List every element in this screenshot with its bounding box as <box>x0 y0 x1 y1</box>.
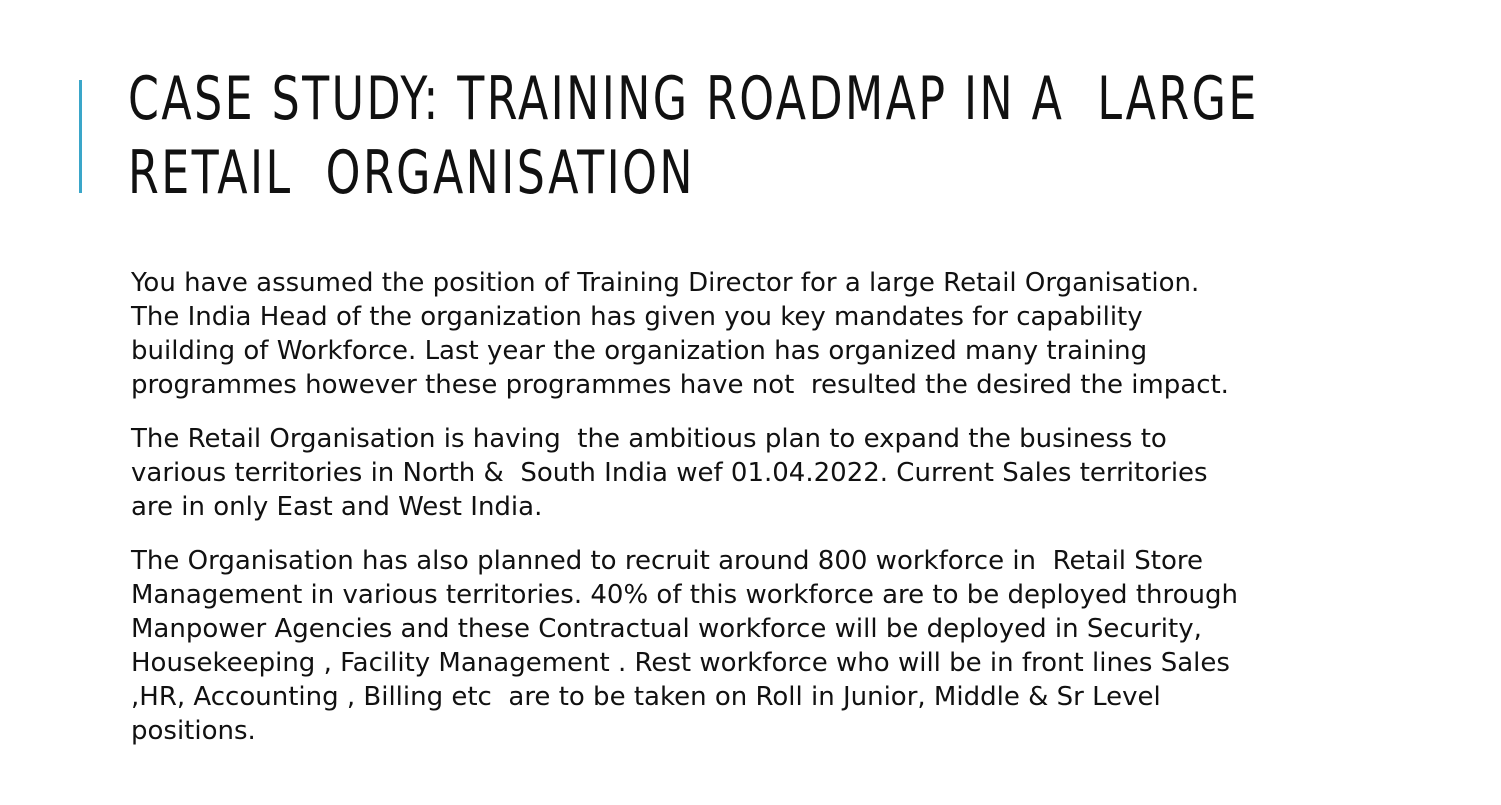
paragraph-line: The Retail Organisation is having the ambitious plan to expand the business to <box>131 424 1167 454</box>
slide-title-line: CASE STUDY: TRAINING ROADMAP IN A LARGE <box>128 64 1259 134</box>
paragraph-line: Manpower Agencies and these Contractual workforce will be deployed in Security, <box>131 614 1202 644</box>
slide-body <box>131 266 1361 768</box>
paragraph-expansion-plan <box>131 422 1361 524</box>
paragraph-line: The India Head of the organization has given you key mandates for capability <box>131 302 1143 332</box>
paragraph-line: ,HR, Accounting , Billing etc are to be taken on Roll in Junior, Middle & Sr Level <box>131 682 1161 712</box>
paragraph-line: Housekeeping , Facility Management . Rest workforce who will be in front lines Sales <box>131 648 1230 678</box>
paragraph-line: building of Workforce. Last year the organization has organized many training <box>131 336 1148 366</box>
paragraph-line: various territories in North & South India wef 01.04.2022. Current Sales territories <box>131 458 1208 488</box>
paragraph-line: Management in various territories. 40% of this workforce are to be deployed through <box>131 580 1238 610</box>
slide-title-line: RETAIL ORGANISATION <box>128 138 695 208</box>
slide-title <box>128 62 1428 210</box>
paragraph-line: You have assumed the position of Training Director for a large Retail Organisation. <box>131 268 1200 298</box>
paragraph-role-mandate <box>131 266 1361 402</box>
paragraph-recruitment-plan <box>131 544 1361 748</box>
paragraph-line: programmes however these programmes have not resulted the desired the impact. <box>131 370 1229 400</box>
paragraph-line: are in only East and West India. <box>131 492 543 522</box>
paragraph-line: The Organisation has also planned to recruit around 800 workforce in Retail Store <box>131 546 1204 576</box>
title-accent-bar <box>79 80 82 193</box>
paragraph-line: positions. <box>131 716 256 746</box>
